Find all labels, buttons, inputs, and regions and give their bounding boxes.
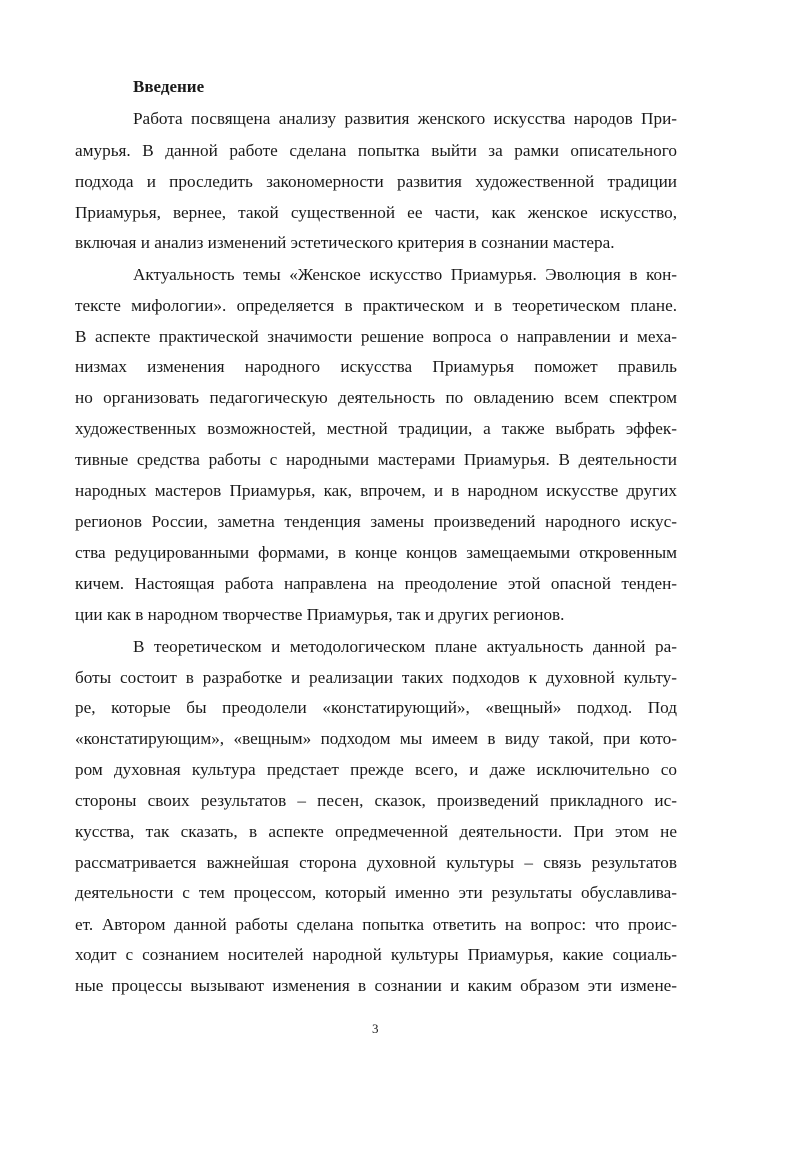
text-line: ции как в народном творчестве Приамурья, так и других регионов. (75, 605, 565, 624)
text-line: боты состоит в разработке и реализации таких подходов к духовной культу- (75, 668, 677, 687)
page-number: 3 (372, 1021, 379, 1036)
text-line: тексте мифологии». определяется в практическом и в теоретическом плане. (75, 296, 677, 315)
text-line: низмах изменения народного искусства Приамурья поможет правиль (75, 357, 677, 376)
text-line: рассматривается важнейшая сторона духовной культуры – связь результатов (75, 853, 677, 872)
text-line: народных мастеров Приамурья, как, впрочем, и в народном искусстве других (75, 481, 677, 500)
section-heading: Введение (133, 77, 205, 96)
text-line: ные процессы вызывают изменения в сознании и каким образом эти измене- (75, 976, 677, 995)
text-line: ет. Автором данной работы сделана попытка ответить на вопрос: что проис- (75, 915, 677, 934)
text-line: ре, которые бы преодолели «констатирующий», «вещный» подход. Под (75, 698, 677, 717)
text-line: Актуальность темы «Женское искусство Приамурья. Эволюция в кон- (133, 265, 677, 284)
text-line: художественных возможностей, местной традиции, а также выбрать эффек- (75, 419, 677, 438)
text-line: амурья. В данной работе сделана попытка выйти за рамки описательного (75, 141, 677, 160)
text-line: Работа посвящена анализу развития женского искусства народов При- (133, 109, 677, 128)
text-line: но организовать педагогическую деятельность по овладению всем спектром (75, 388, 677, 407)
text-line: В аспекте практической значимости решение вопроса о направлении и меха- (75, 327, 677, 346)
text-line: ства редуцированными формами, в конце концов замещаемыми откровенным (75, 543, 677, 562)
text-line: включая и анализ изменений эстетического критерия в сознании мастера. (75, 233, 615, 252)
text-line: тивные средства работы с народными мастерами Приамурья. В деятельности (75, 450, 677, 469)
text-line: «констатирующим», «вещным» подходом мы имеем в виду такой, при кото- (75, 729, 677, 748)
text-line: деятельности с тем процессом, который именно эти результаты обуславлива- (75, 883, 677, 902)
text-line: регионов России, заметна тенденция замены произведений народного искус- (75, 512, 677, 531)
text-line: ходит с сознанием носителей народной культуры Приамурья, какие социаль- (75, 945, 677, 964)
text-line: В теоретическом и методологическом плане актуальность данной ра- (133, 637, 677, 656)
text-line: ром духовная культура предстает прежде всего, и даже исключительно со (75, 760, 677, 779)
text-line: кусства, так сказать, в аспекте опредмеченной деятельности. При этом не (75, 822, 677, 841)
text-line: подхода и проследить закономерности развития художественной традиции (75, 172, 677, 191)
text-line: стороны своих результатов – песен, сказок, произведений прикладного ис- (75, 791, 677, 810)
text-line: Приамурья, вернее, такой существенной ее части, как женское искусство, (75, 203, 677, 222)
text-line: кичем. Настоящая работа направлена на преодоление этой опасной тенден- (75, 574, 677, 593)
